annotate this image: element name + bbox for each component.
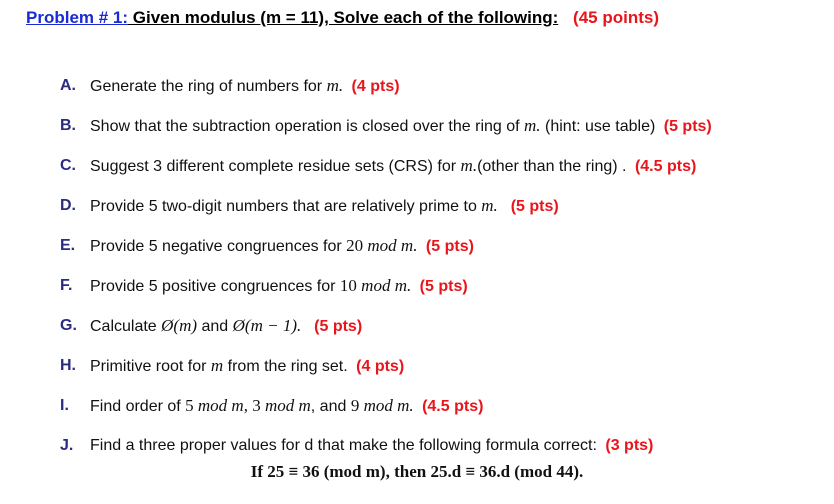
points-label: (5 pts) [305, 318, 363, 335]
question-text-part: Find order of [90, 398, 186, 415]
question-item [60, 146, 830, 186]
question-letter: E. [60, 237, 76, 254]
question-text [90, 437, 653, 455]
math-expression: mod m [197, 396, 244, 415]
points-label: (5 pts) [421, 238, 474, 255]
question-item [60, 346, 830, 386]
question-text-part: Show that the subtraction operation is closed over the ring of [90, 118, 525, 135]
question-letter: A. [60, 77, 76, 94]
points-label: (4.5 pts) [417, 398, 484, 415]
points-label: (4.5 pts) [630, 158, 697, 175]
question-letter: F. [60, 277, 73, 294]
question-text-part: , and [310, 398, 351, 415]
congruence-formula: If 25 ≡ 36 (mod m), then 25.d ≡ 36.d (mod 44). [250, 462, 584, 481]
question-item [60, 306, 830, 346]
math-expression: mod m. [367, 236, 418, 255]
question-text-part: (hint: use table) [540, 118, 656, 135]
math-number: 5 [185, 396, 198, 415]
question-text-part: Suggest 3 different complete residue sets (CRS) for [90, 158, 461, 175]
question-text-part: Find a three proper values for d that make the following formula correct: [90, 437, 597, 454]
problem-header [26, 8, 659, 28]
math-expression: mod m [264, 396, 311, 415]
question-text [90, 316, 362, 336]
question-letter: J. [60, 437, 74, 454]
question-item [60, 66, 830, 106]
question-letter: C. [60, 157, 76, 174]
question-text [90, 156, 696, 176]
math-expression: m. [326, 76, 344, 95]
points-label: (5 pts) [415, 278, 468, 295]
points-label: (5 pts) [659, 118, 712, 135]
math-number: 9 [350, 396, 364, 415]
math-number: 20 [346, 236, 368, 255]
question-letter: I. [60, 397, 69, 414]
points-label: (3 pts) [600, 437, 654, 454]
problem-number: Problem # 1: [26, 8, 129, 27]
question-item [60, 106, 830, 146]
question-letter: H. [60, 357, 76, 374]
question-text-part: Provide 5 negative congruences for [90, 238, 347, 255]
question-item [60, 386, 830, 426]
question-text-part: Provide 5 positive congruences for [90, 278, 340, 295]
math-expression: m. [481, 196, 498, 215]
math-expression: mod m. [363, 396, 414, 415]
question-item [60, 186, 830, 226]
question-text-part: (other than the ring) . [477, 158, 627, 175]
question-text [90, 396, 483, 416]
math-expression: Ø(m) [161, 316, 198, 335]
question-letter: B. [60, 117, 76, 134]
question-list [60, 66, 830, 466]
question-text-part: from the ring set. [223, 358, 348, 375]
question-text [90, 76, 400, 96]
math-expression: m [210, 356, 224, 375]
question-item [60, 266, 830, 306]
total-points: (45 points) [573, 8, 659, 27]
question-text [90, 196, 559, 216]
math-expression: m. [460, 156, 478, 175]
question-text-part: Provide 5 two-digit numbers that are relatively prime to [90, 198, 482, 215]
problem-statement: Given modulus (m = 11), Solve each of the following: [128, 8, 559, 27]
question-letter: D. [60, 197, 76, 214]
question-text [90, 276, 468, 296]
points-label: (4 pts) [351, 358, 405, 375]
math-number: , 3 [243, 396, 265, 415]
math-expression: m. [524, 116, 541, 135]
question-text [90, 236, 474, 256]
question-text [90, 116, 712, 136]
question-letter: G. [60, 317, 77, 334]
question-text [90, 356, 404, 376]
question-text-part: Generate the ring of numbers for [90, 78, 327, 95]
points-label: (5 pts) [501, 198, 559, 215]
question-text-part: Calculate [90, 318, 162, 335]
question-text-part: and [197, 318, 233, 335]
math-expression: mod m. [361, 276, 412, 295]
math-number: 10 [339, 276, 362, 295]
question-item [60, 426, 830, 466]
question-item [60, 226, 830, 266]
points-label: (4 pts) [347, 78, 400, 95]
question-text-part: Primitive root for [90, 358, 211, 375]
math-expression: Ø(m − 1). [232, 316, 302, 335]
